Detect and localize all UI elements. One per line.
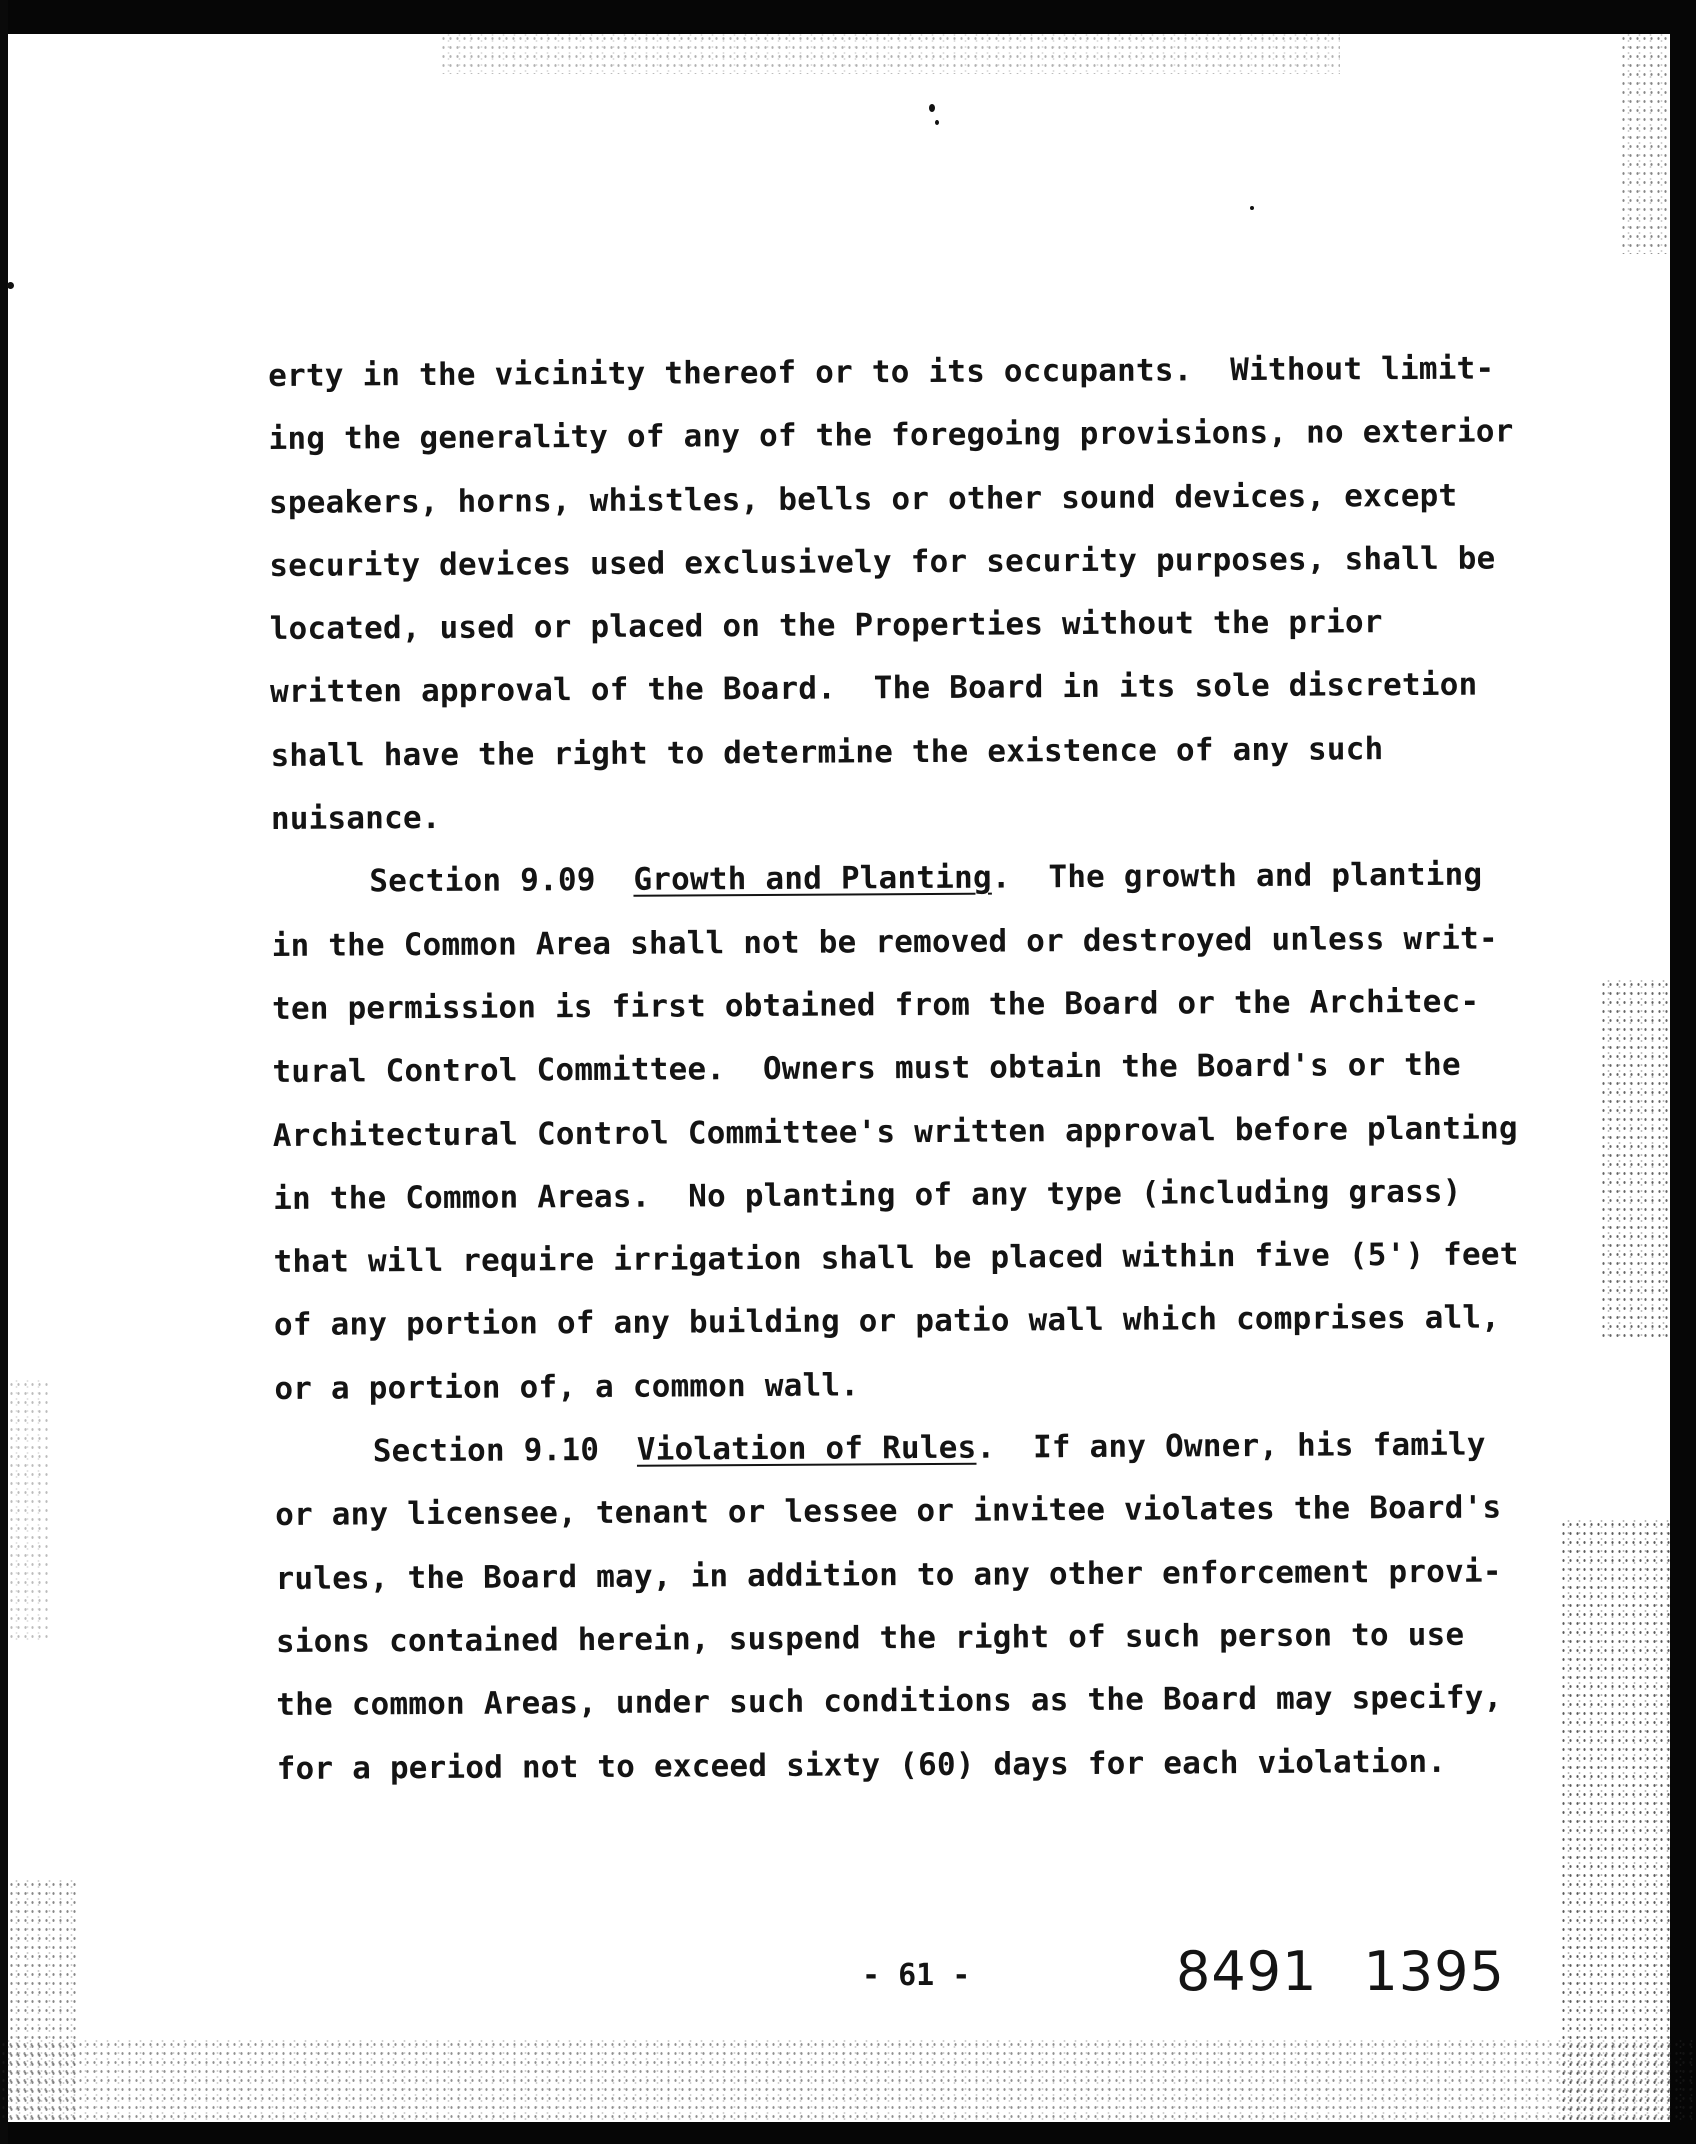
- scan-noise: [0, 2040, 1696, 2122]
- page-number: - 61 -: [862, 1958, 971, 1993]
- section-title-period: .: [991, 859, 1011, 896]
- section-heading-line: [271, 843, 1571, 914]
- text-line: Architectural Control Committee's written approval before planting: [272, 1109, 1518, 1154]
- text-line: for a period not to exceed sixty (60) days for each violation.: [276, 1743, 1447, 1787]
- text-line: shall have the right to determine the existence of any such: [270, 730, 1384, 774]
- scan-speck: [7, 282, 14, 289]
- section-heading-line: [275, 1413, 1575, 1484]
- text-line: or any licensee, tenant or lessee or invitee violates the Board's: [275, 1489, 1502, 1534]
- text-line: nuisance.: [270, 800, 441, 838]
- scan-noise: [8, 1380, 48, 1640]
- scan-speck: [1250, 206, 1254, 210]
- scan-border-bottom: [0, 2122, 1696, 2144]
- section-title-period: .: [976, 1429, 996, 1466]
- text-line: ten permission is first obtained from the Board or the Architec-: [271, 983, 1480, 1027]
- scan-noise: [1620, 34, 1670, 254]
- text-line: that will require irrigation shall be placed within five (5') feet: [273, 1236, 1519, 1281]
- text-line: sions contained herein, suspend the right of such person to use: [275, 1616, 1465, 1660]
- text-line: speakers, horns, whistles, bells or other sound devices, except: [268, 477, 1458, 521]
- section-first-line: If any Owner, his family: [995, 1426, 1486, 1466]
- section-label: Section 9.09: [369, 862, 596, 900]
- scan-border-right: [1670, 0, 1696, 2144]
- scan-speck: [929, 104, 935, 112]
- scan-speck: [935, 120, 939, 125]
- text-line: in the Common Areas. No planting of any type (including grass): [273, 1173, 1462, 1217]
- text-line: tural Control Committee. Owners must obtain the Board's or the: [272, 1046, 1461, 1091]
- text-line: written approval of the Board. The Board in its sole discretion: [270, 667, 1478, 711]
- text-line: the common Areas, under such conditions as the Board may specify,: [276, 1679, 1503, 1724]
- book-number: 8491: [1176, 1940, 1318, 2003]
- book-page-number: 1395: [1363, 1940, 1505, 2003]
- scan-noise: [8, 1880, 78, 2120]
- recording-reference: [1176, 1940, 1551, 2003]
- section-first-line: The growth and planting: [1010, 856, 1483, 896]
- text-line: or a portion of, a common wall.: [274, 1367, 860, 1407]
- scan-border-left: [0, 0, 8, 2144]
- text-line: erty in the vicinity thereof or to its occupants. Without limit-: [268, 350, 1495, 394]
- text-line: ing the generality of any of the foregoing provisions, no exterior: [268, 413, 1514, 458]
- scan-noise: [440, 34, 1340, 74]
- section-title: Violation of Rules: [636, 1429, 977, 1468]
- scan-noise: [1600, 980, 1670, 1340]
- scan-border-top: [0, 0, 1696, 34]
- scan-noise: [1560, 1520, 1670, 2120]
- section-label: Section 9.10: [372, 1432, 600, 1470]
- text-line: of any portion of any building or patio wall which comprises all,: [273, 1299, 1501, 1344]
- text-line: rules, the Board may, in addition to any other enforcement provi-: [275, 1553, 1502, 1597]
- text-line: security devices used exclusively for security purposes, shall be: [269, 540, 1496, 584]
- section-title: Growth and Planting: [633, 859, 992, 899]
- document-body: [268, 337, 1577, 1801]
- text-line: located, used or placed on the Properties without the prior: [269, 604, 1383, 648]
- text-line: in the Common Area shall not be removed or destroyed unless writ-: [271, 920, 1498, 964]
